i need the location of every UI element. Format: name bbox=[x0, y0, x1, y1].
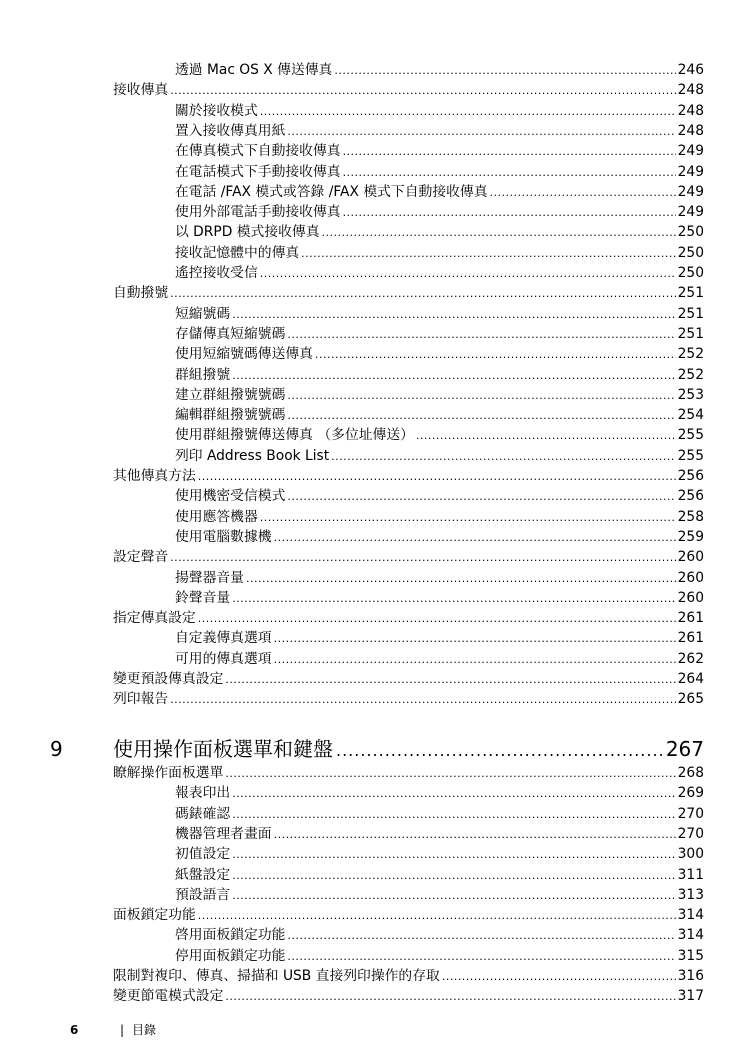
leader-dots bbox=[287, 122, 675, 142]
toc-subsection-entry[interactable] bbox=[175, 405, 704, 425]
toc-entry-label: 在電話 /FAX 模式或答錄 /FAX 模式下自動接收傳真 bbox=[175, 183, 488, 200]
toc-subsection-entry[interactable] bbox=[175, 804, 704, 824]
leader-dots bbox=[274, 528, 676, 548]
leader-dots bbox=[198, 467, 676, 487]
toc-entry-page: 261 bbox=[677, 610, 704, 627]
toc-entry-label: 在傳真模式下自動接收傳真 bbox=[175, 143, 341, 160]
leader-dots bbox=[287, 487, 675, 507]
leader-dots bbox=[170, 690, 675, 710]
toc-section-entry[interactable] bbox=[113, 80, 704, 100]
leader-dots bbox=[170, 81, 675, 101]
toc-entry-page: 255 bbox=[677, 427, 704, 444]
leader-dots bbox=[198, 906, 676, 926]
toc-entry-page: 268 bbox=[677, 765, 704, 781]
toc-entry-page: 252 bbox=[677, 366, 704, 383]
toc-subsection-entry[interactable] bbox=[175, 60, 704, 80]
toc-entry-label: 限制對複印、傳真、掃描和 USB 直接列印操作的存取 bbox=[113, 968, 440, 984]
leader-dots bbox=[301, 244, 675, 264]
toc-entry-label: 關於接收模式 bbox=[175, 102, 258, 119]
toc-entry-page: 314 bbox=[677, 927, 704, 944]
toc-section-entry[interactable] bbox=[113, 608, 704, 628]
leader-dots bbox=[246, 569, 676, 589]
toc-section-entry[interactable] bbox=[113, 905, 704, 925]
leader-dots bbox=[322, 223, 676, 243]
toc-subsection-entry[interactable] bbox=[175, 649, 704, 669]
toc-entry-page: 250 bbox=[677, 224, 704, 241]
toc-entry-label: 透過 Mac OS X 傳送傳真 bbox=[175, 62, 333, 78]
leader-dots bbox=[343, 203, 676, 223]
toc-section-entry[interactable] bbox=[113, 986, 704, 1006]
leader-dots bbox=[334, 61, 675, 81]
toc-entry-label: 可用的傳真選項 bbox=[175, 650, 272, 667]
toc-entry-label: 使用群組撥號傳送傳真 （多位址傳送） bbox=[175, 427, 414, 444]
toc-entry-label: 揚聲器音量 bbox=[175, 569, 244, 586]
toc-subsection-entry[interactable] bbox=[175, 507, 704, 527]
toc-entry-label: 面板鎖定功能 bbox=[113, 907, 196, 924]
toc-section-entry[interactable] bbox=[113, 669, 704, 689]
toc-entry-label: 遙控接收受信 bbox=[175, 265, 258, 281]
toc-entry-page: 248 bbox=[677, 82, 704, 99]
toc-subsection-entry[interactable] bbox=[175, 865, 704, 885]
leader-dots bbox=[315, 345, 676, 365]
toc-entry-page: 314 bbox=[677, 907, 704, 924]
toc-subsection-entry[interactable] bbox=[175, 486, 704, 506]
toc-subsection-entry[interactable] bbox=[175, 824, 704, 844]
toc-entry-page: 270 bbox=[677, 805, 704, 822]
toc-entry-label: 預設語言 bbox=[175, 886, 231, 903]
toc-entry-label: 碼錶確認 bbox=[175, 805, 231, 822]
toc-entry-page: 256 bbox=[677, 488, 704, 505]
leader-dots bbox=[170, 284, 675, 304]
leader-dots bbox=[232, 866, 675, 886]
toc-entry-page: 265 bbox=[677, 691, 704, 708]
toc-entry-label: 使用電腦數據機 bbox=[175, 528, 272, 545]
toc-entry-label: 使用應答機器 bbox=[175, 508, 258, 525]
leader-dots bbox=[416, 426, 676, 446]
toc-subsection-entry[interactable] bbox=[175, 446, 704, 466]
toc-entry-label: 鈴聲音量 bbox=[175, 589, 231, 606]
toc-entry-label: 初值設定 bbox=[175, 846, 231, 863]
toc-subsection-entry[interactable] bbox=[175, 182, 704, 202]
toc-entry-label: 編輯群組撥號號碼 bbox=[175, 407, 286, 424]
chapter-number: 9 bbox=[50, 737, 63, 761]
toc-subsection-entry[interactable] bbox=[175, 304, 704, 324]
toc-entry-label: 紙盤設定 bbox=[175, 866, 231, 883]
leader-dots bbox=[260, 508, 676, 528]
leader-dots bbox=[232, 805, 675, 825]
toc-entry-page: 248 bbox=[677, 102, 704, 119]
toc-subsection-entry[interactable] bbox=[175, 527, 704, 547]
toc-entry-page: 313 bbox=[677, 886, 704, 903]
toc-entry-label: 設定聲音 bbox=[113, 549, 169, 566]
leader-dots bbox=[232, 784, 675, 804]
toc-entry-label: 報表印出 bbox=[175, 785, 231, 802]
toc-entry-label: 列印報告 bbox=[113, 691, 169, 708]
toc-subsection-entry[interactable] bbox=[175, 263, 704, 283]
leader-dots bbox=[287, 926, 675, 946]
toc-entry-label: 接收記憶體中的傳真 bbox=[175, 244, 300, 261]
leader-dots bbox=[287, 386, 675, 406]
toc-section-entry[interactable] bbox=[113, 689, 704, 709]
toc-subsection-entry[interactable] bbox=[175, 628, 704, 648]
toc-entry-page: 253 bbox=[677, 386, 704, 403]
toc-entry-label: 使用外部電話手動接收傳真 bbox=[175, 204, 341, 221]
leader-dots bbox=[232, 305, 675, 325]
leader-dots bbox=[274, 650, 676, 670]
toc-entry-label: 變更節電模式設定 bbox=[113, 988, 224, 1005]
toc-entry-label: 使用短縮號碼傳送傳真 bbox=[175, 346, 313, 363]
chapter-page: 267 bbox=[665, 737, 704, 761]
toc-entry-label: 置入接收傳真用紙 bbox=[175, 122, 286, 139]
toc-entry-label: 存儲傳真短縮號碼 bbox=[175, 325, 286, 342]
toc-entry-page: 249 bbox=[677, 143, 704, 160]
toc-subsection-entry[interactable] bbox=[175, 844, 704, 864]
leader-dots bbox=[225, 987, 675, 1007]
leader-dots bbox=[225, 670, 675, 690]
leader-dots bbox=[490, 183, 676, 203]
toc-entry-label: 列印 Address Book List bbox=[175, 447, 330, 464]
toc-entry-page: 261 bbox=[677, 630, 704, 647]
toc-entry-page: 260 bbox=[677, 589, 704, 606]
leader-dots bbox=[232, 366, 675, 386]
toc-subsection-entry[interactable] bbox=[175, 783, 704, 803]
toc-entry-page: 315 bbox=[677, 947, 704, 964]
toc-subsection-entry[interactable] bbox=[175, 344, 704, 364]
toc-entry-label: 變更預設傳真設定 bbox=[113, 671, 224, 687]
toc-entry-label: 使用機密受信模式 bbox=[175, 488, 286, 505]
toc-subsection-entry[interactable] bbox=[175, 141, 704, 161]
chapter-heading[interactable] bbox=[113, 737, 704, 763]
toc-subsection-entry[interactable] bbox=[175, 588, 704, 608]
toc-entry-page: 252 bbox=[677, 346, 704, 363]
toc-subsection-entry[interactable] bbox=[175, 365, 704, 385]
toc-entry-page: 251 bbox=[677, 305, 704, 322]
toc-entry-page: 270 bbox=[677, 825, 704, 842]
toc-entry-page: 317 bbox=[677, 988, 704, 1005]
toc-entry-page: 264 bbox=[677, 671, 704, 687]
leader-dots bbox=[442, 967, 676, 987]
leader-dots bbox=[198, 609, 676, 629]
leader-dots bbox=[287, 406, 675, 426]
footer-separator: | bbox=[120, 1023, 125, 1037]
leader-dots bbox=[343, 163, 676, 183]
toc-section-entry[interactable] bbox=[113, 283, 704, 303]
toc-entry-label: 機器管理者畫面 bbox=[175, 825, 272, 842]
toc-section-entry[interactable] bbox=[113, 763, 704, 783]
toc-entry-page: 254 bbox=[677, 407, 704, 424]
leader-dots bbox=[260, 102, 676, 122]
toc-entry-label: 瞭解操作面板選單 bbox=[113, 765, 224, 781]
footer-page-number: 6 bbox=[70, 1023, 79, 1037]
leader-dots bbox=[232, 845, 675, 865]
toc-entry-label: 啓用面板鎖定功能 bbox=[175, 927, 286, 944]
leader-dots bbox=[232, 589, 675, 609]
toc-entry-page: 255 bbox=[677, 447, 704, 464]
footer-section-title: 目錄 bbox=[132, 1023, 157, 1037]
toc-entry-page: 258 bbox=[677, 508, 704, 525]
leader-dots bbox=[232, 886, 675, 906]
toc-entry-label: 群組撥號 bbox=[175, 366, 231, 383]
toc-subsection-entry[interactable] bbox=[175, 946, 704, 966]
toc-entry-page: 260 bbox=[677, 569, 704, 586]
toc-subsection-entry[interactable] bbox=[175, 202, 704, 222]
toc-entry-page: 250 bbox=[677, 265, 704, 281]
toc-entry-page: 259 bbox=[677, 528, 704, 545]
toc-entry-page: 249 bbox=[677, 204, 704, 221]
toc-section-entry[interactable] bbox=[113, 547, 704, 567]
toc-entry-page: 269 bbox=[677, 785, 704, 802]
toc-entry-label: 短縮號碼 bbox=[175, 305, 231, 322]
toc-subsection-entry[interactable] bbox=[175, 121, 704, 141]
toc-entry-page: 262 bbox=[677, 650, 704, 667]
leader-dots bbox=[170, 548, 675, 568]
toc-entry-page: 249 bbox=[677, 163, 704, 180]
toc-subsection-entry[interactable] bbox=[175, 243, 704, 263]
toc-entry-label: 停用面板鎖定功能 bbox=[175, 947, 286, 964]
leader-dots bbox=[260, 264, 676, 284]
toc-entry-label: 指定傳真設定 bbox=[113, 610, 196, 627]
leader-dots bbox=[287, 947, 675, 967]
toc-entry-label: 其他傳真方法 bbox=[113, 468, 196, 484]
toc-entry-label: 接收傳真 bbox=[113, 82, 169, 99]
toc-subsection-entry[interactable] bbox=[175, 925, 704, 945]
toc-subsection-entry[interactable] bbox=[175, 324, 704, 344]
toc-entry-label: 建立群組撥號號碼 bbox=[175, 386, 286, 403]
toc-entry-label: 自動撥號 bbox=[113, 285, 169, 302]
leader-dots bbox=[287, 325, 675, 345]
toc-entry-page: 250 bbox=[677, 244, 704, 261]
leader-dots bbox=[331, 447, 676, 467]
toc-section-entry[interactable] bbox=[113, 466, 704, 486]
toc-subsection-entry[interactable] bbox=[175, 101, 704, 121]
toc-entry-label: 在電話模式下手動接收傳真 bbox=[175, 163, 341, 180]
toc-subsection-entry[interactable] bbox=[175, 162, 704, 182]
leader-dots bbox=[343, 142, 676, 162]
leader-dots bbox=[274, 629, 676, 649]
toc-entry-page: 251 bbox=[677, 285, 704, 302]
toc-subsection-entry[interactable] bbox=[175, 568, 704, 588]
page-footer bbox=[0, 1020, 753, 1042]
leader-dots bbox=[225, 764, 675, 784]
toc-entry-page: 311 bbox=[677, 866, 704, 883]
toc-entry-page: 246 bbox=[677, 62, 704, 78]
toc-subsection-entry[interactable] bbox=[175, 885, 704, 905]
toc-entry-page: 249 bbox=[677, 183, 704, 200]
toc-entry-page: 248 bbox=[677, 122, 704, 139]
toc-subsection-entry[interactable] bbox=[175, 222, 704, 242]
toc-entry-label: 自定義傳真選項 bbox=[175, 630, 272, 647]
toc-entry-label: 以 DRPD 模式接收傳真 bbox=[175, 224, 320, 241]
toc-entry-page: 300 bbox=[677, 846, 704, 863]
toc-entry-page: 251 bbox=[677, 325, 704, 342]
toc-section-entry[interactable] bbox=[113, 966, 704, 986]
toc-entry-page: 260 bbox=[677, 549, 704, 566]
leader-dots bbox=[274, 825, 676, 845]
toc-subsection-entry[interactable] bbox=[175, 425, 704, 445]
chapter-title: 使用操作面板選單和鍵盤 bbox=[113, 737, 333, 761]
toc-entry-page: 316 bbox=[677, 968, 704, 984]
toc-subsection-entry[interactable] bbox=[175, 385, 704, 405]
toc-entry-page: 256 bbox=[677, 468, 704, 484]
leader-dots bbox=[336, 739, 663, 763]
